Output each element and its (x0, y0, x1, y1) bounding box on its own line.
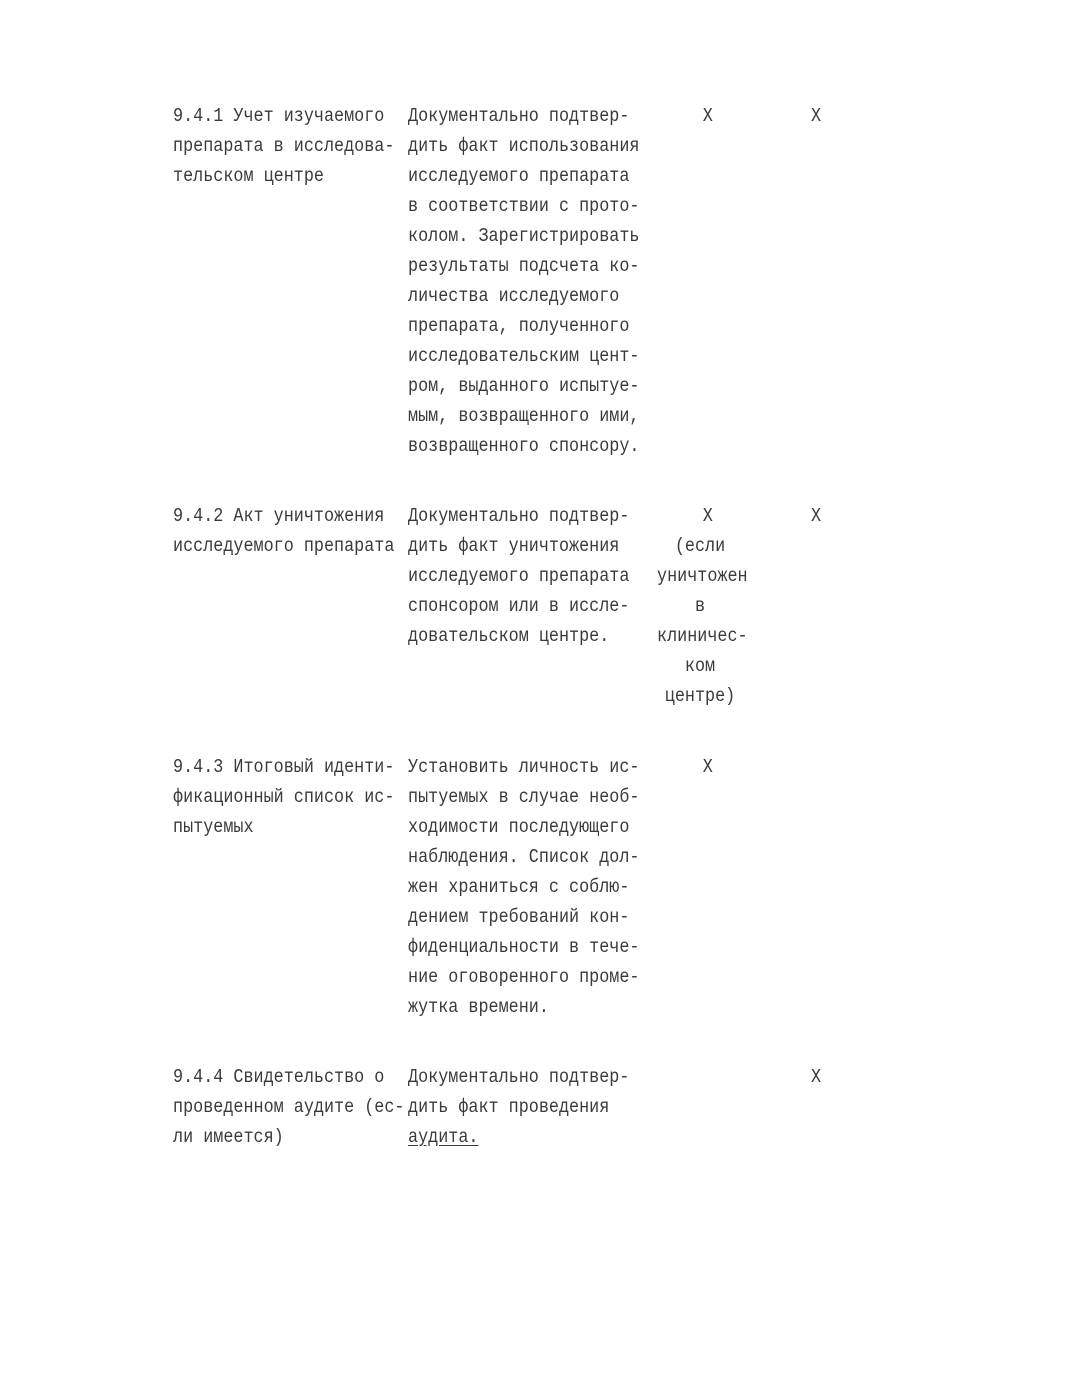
item-line: ли имеется) (173, 1126, 284, 1148)
purpose-line: пытуемых в случае необ- (408, 786, 640, 808)
sponsor-mark-cell (785, 1062, 847, 1092)
sponsor-mark: X (810, 505, 822, 527)
sponsor-mark-cell (785, 501, 847, 531)
sponsor-mark: X (810, 1066, 822, 1088)
document-item-cell (173, 752, 394, 842)
investigator-note-line: клиничес- (657, 625, 748, 647)
purpose-line: возвращенного спонсору. (408, 435, 640, 457)
item-line: 9.4.3 Итоговый иденти- (173, 756, 395, 778)
purpose-line: Документально подтвер- (408, 1066, 630, 1088)
purpose-line: в соответствии с прото- (408, 195, 640, 217)
purpose-cell (408, 752, 639, 1022)
document-item-cell (173, 1062, 404, 1152)
purpose-line: наблюдения. Список дол- (408, 846, 640, 868)
purpose-line: жен храниться с соблю- (408, 876, 630, 898)
purpose-line: мым, возвращенного ими, (408, 405, 640, 427)
investigator-mark: X (702, 756, 713, 778)
item-line: пытуемых (173, 816, 254, 838)
sponsor-mark: X (810, 105, 822, 127)
purpose-line: дением требований кон- (408, 906, 630, 928)
purpose-line: колом. Зарегистрировать (408, 225, 640, 247)
purpose-line: фиденциальности в тече- (408, 936, 640, 958)
purpose-line: препарата, полученного (408, 315, 630, 337)
investigator-note-line: (если (674, 535, 726, 557)
investigator-mark-cell (657, 501, 748, 711)
purpose-line: исследуемого препарата (408, 165, 630, 187)
purpose-line: ром, выданного испытуе- (408, 375, 640, 397)
purpose-line: жутка времени. (408, 996, 549, 1018)
investigator-mark: X (702, 105, 713, 127)
purpose-line: личества исследуемого (408, 285, 620, 307)
investigator-mark: X (702, 505, 713, 527)
purpose-line: Документально подтвер- (408, 105, 630, 127)
purpose-line: исследуемого препарата (408, 565, 630, 587)
purpose-line: аудита. (408, 1126, 479, 1148)
item-line: 9.4.2 Акт уничтожения (173, 505, 385, 527)
purpose-line: Документально подтвер- (408, 505, 630, 527)
investigator-mark-cell (657, 101, 743, 131)
purpose-line: дить факт использования (408, 135, 640, 157)
item-line: 9.4.1 Учет изучаемого (173, 105, 385, 127)
purpose-cell (408, 1062, 629, 1152)
investigator-note-line: центре) (664, 685, 736, 707)
purpose-line: довательском центре. (408, 625, 610, 647)
sponsor-mark-cell (785, 101, 847, 131)
document-item-cell (173, 501, 394, 561)
investigator-note-line: ком (684, 655, 716, 677)
investigator-note-line: уничтожен (657, 565, 748, 587)
purpose-line: результаты подсчета ко- (408, 255, 640, 277)
purpose-cell (408, 501, 629, 651)
item-line: проведенном аудите (ес- (173, 1096, 405, 1118)
purpose-line: дить факт проведения (408, 1096, 610, 1118)
item-line: тельском центре (173, 165, 324, 187)
purpose-line: ходимости последующего (408, 816, 630, 838)
investigator-mark-cell (657, 752, 743, 782)
purpose-line: исследовательским цент- (408, 345, 640, 367)
investigator-note-line: в (694, 595, 706, 617)
purpose-line: Установить личность ис- (408, 756, 640, 778)
purpose-cell (408, 101, 639, 461)
purpose-line: дить факт уничтожения (408, 535, 620, 557)
purpose-line: спонсором или в иссле- (408, 595, 630, 617)
item-line: фикационный список ис- (173, 786, 395, 808)
item-line: препарата в исследова- (173, 135, 395, 157)
purpose-line: ние оговоренного проме- (408, 966, 640, 988)
document-item-cell (173, 101, 394, 191)
item-line: 9.4.4 Свидетельство о (173, 1066, 385, 1088)
item-line: исследуемого препарата (173, 535, 395, 557)
